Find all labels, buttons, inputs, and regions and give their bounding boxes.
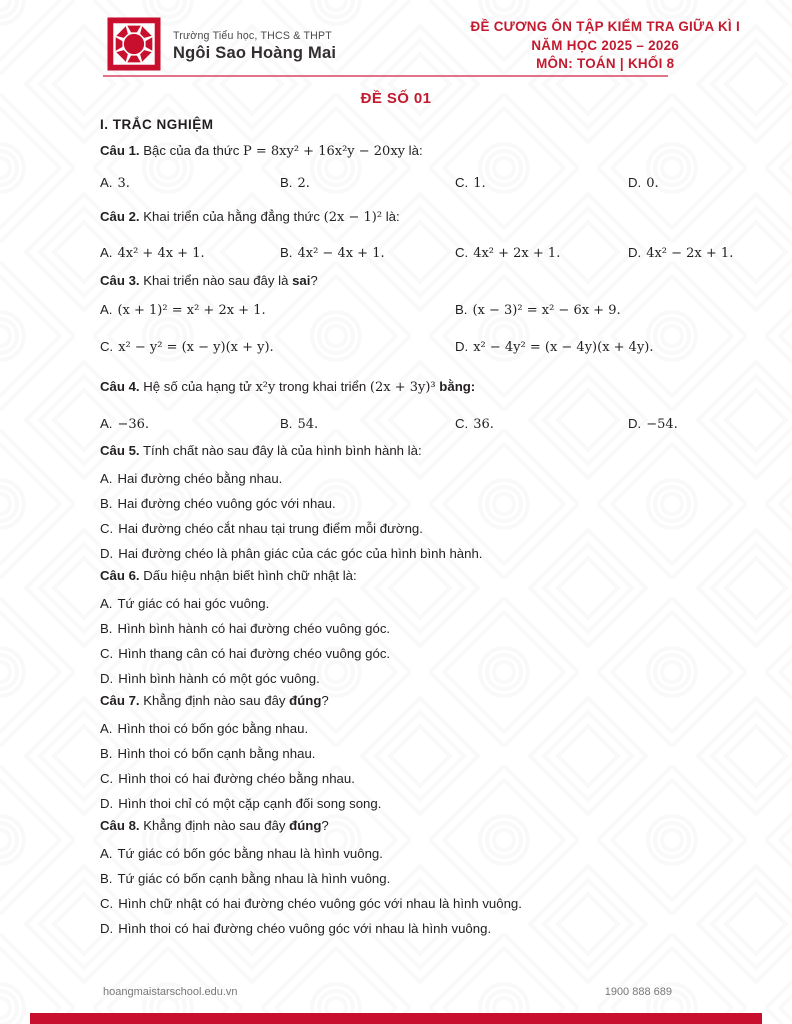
question-label: Câu 5. — [100, 443, 140, 458]
option-d — [628, 244, 734, 263]
school-type: Trường Tiểu học, THCS & THPT — [173, 29, 332, 42]
question-label: Câu 2. — [100, 209, 140, 224]
question-3-heading — [100, 271, 735, 291]
option-a — [100, 466, 692, 491]
option-letter: C. — [455, 245, 469, 260]
option-letter: A. — [100, 721, 113, 736]
option-letter: B. — [455, 302, 468, 317]
question-2-options — [100, 244, 734, 263]
option-b — [280, 415, 455, 434]
option-a — [100, 591, 692, 616]
question-text: ? — [321, 818, 329, 833]
option-letter: C. — [100, 896, 114, 911]
exam-info-block — [470, 17, 740, 74]
option-letter: A. — [100, 416, 113, 431]
school-text-block — [173, 26, 336, 63]
option-value: −36. — [117, 417, 150, 432]
option-value: 36. — [473, 417, 494, 432]
footer-website: hoangmaistarschool.edu.vn — [103, 986, 238, 998]
option-letter: D. — [100, 796, 114, 811]
option-c — [100, 338, 455, 357]
question-6-heading — [100, 566, 735, 586]
option-letter: C. — [100, 771, 114, 786]
option-a — [100, 415, 280, 434]
option-value: Tứ giác có bốn góc bằng nhau là hình vuông. — [117, 846, 383, 861]
option-value: 54. — [297, 417, 319, 432]
option-d — [100, 541, 692, 566]
question-text: Khẳng định nào sau đây — [139, 818, 290, 833]
option-value: Hình bình hành có một góc vuông. — [118, 671, 320, 686]
question-text: Khai triển nào sau đây là — [139, 273, 293, 288]
option-letter: D. — [100, 921, 114, 936]
option-value: Hình thoi có hai đường chéo bằng nhau. — [118, 771, 355, 786]
option-value: (x − 3)² = x² − 6x + 9. — [472, 303, 621, 318]
option-letter: B. — [100, 871, 113, 886]
option-value: Hình thoi chỉ có một cặp cạnh đối song song. — [118, 796, 382, 811]
question-text: ? — [321, 693, 329, 708]
math-expression: (2x + 3y)³ — [369, 380, 436, 395]
option-letter: D. — [628, 416, 642, 431]
option-value: 3. — [117, 176, 130, 191]
question-3-options — [100, 301, 692, 357]
option-value: Hình thoi có hai đường chéo vuông góc với nhau là hình vuông. — [118, 921, 492, 936]
option-value: Hai đường chéo vuông góc với nhau. — [117, 496, 336, 511]
question-1-heading — [100, 141, 735, 162]
option-a — [100, 716, 692, 741]
option-d — [100, 791, 692, 816]
option-c — [455, 244, 628, 263]
question-label: Câu 8. — [100, 818, 140, 833]
option-c — [455, 415, 628, 434]
option-letter: C. — [100, 339, 114, 354]
question-text: trong khai triển — [275, 379, 370, 394]
option-c — [455, 174, 628, 193]
bold-keyword: đúng — [289, 693, 322, 708]
question-text: Dấu hiệu nhận biết hình chữ nhật là: — [139, 568, 357, 583]
exam-title: ĐỀ CƯƠNG ÔN TẬP KIỂM TRA GIỮA KÌ I — [470, 19, 740, 34]
option-value: −54. — [646, 417, 678, 432]
option-letter: C. — [100, 521, 114, 536]
math-expression: (2x − 1)² — [323, 210, 383, 225]
question-8-heading — [100, 816, 735, 836]
option-b — [100, 741, 692, 766]
option-d — [628, 174, 692, 193]
option-a — [100, 841, 692, 866]
option-c — [100, 766, 692, 791]
option-value: (x + 1)² = x² + 2x + 1. — [117, 303, 266, 318]
option-value: Hình thoi có bốn góc bằng nhau. — [117, 721, 309, 736]
option-value: Tứ giác có hai góc vuông. — [117, 596, 270, 611]
question-text: Hệ số của hạng tử — [139, 379, 256, 394]
option-letter: A. — [100, 302, 113, 317]
option-letter: D. — [628, 245, 642, 260]
option-a — [100, 174, 280, 193]
option-value: Hai đường chéo là phân giác của các góc của hình bình hành. — [118, 546, 483, 561]
option-b — [280, 244, 455, 263]
question-label: Câu 3. — [100, 273, 140, 288]
option-value: 4x² + 2x + 1. — [473, 246, 561, 261]
question-text: là: — [405, 143, 423, 158]
question-label: Câu 6. — [100, 568, 140, 583]
question-text: Bậc của đa thức — [139, 143, 243, 158]
option-value: Tứ giác có bốn cạnh bằng nhau là hình vuông. — [117, 871, 391, 886]
option-d — [100, 666, 692, 691]
question-4-options — [100, 415, 692, 434]
option-letter: B. — [280, 175, 293, 190]
footer-phone: 1900 888 689 — [604, 986, 672, 998]
option-letter: A. — [100, 596, 113, 611]
option-letter: C. — [455, 416, 469, 431]
option-d — [100, 916, 692, 941]
math-expression: x²y — [255, 380, 276, 395]
option-letter: B. — [280, 416, 293, 431]
exam-number-title: ĐỀ SỐ 01 — [360, 90, 432, 107]
option-letter: B. — [100, 621, 113, 636]
option-a — [100, 301, 455, 320]
school-logo-icon — [107, 17, 161, 71]
bold-keyword: bằng: — [435, 379, 476, 394]
option-letter: D. — [455, 339, 469, 354]
math-expression: P = 8xy² + 16x²y − 20xy — [242, 144, 406, 159]
question-7-heading — [100, 691, 735, 711]
question-text: Khẳng định nào sau đây — [139, 693, 290, 708]
option-c — [100, 516, 692, 541]
school-name: Ngôi Sao Hoàng Mai — [173, 43, 337, 62]
option-letter: B. — [100, 746, 113, 761]
bold-keyword: đúng — [289, 818, 322, 833]
question-8-options — [100, 841, 692, 941]
question-label: Câu 1. — [100, 143, 140, 158]
exam-content — [100, 84, 735, 941]
option-c — [100, 891, 692, 916]
option-value: x² − 4y² = (x − 4y)(x + 4y). — [473, 340, 654, 355]
option-value: Hình bình hành có hai đường chéo vuông góc. — [117, 621, 391, 636]
question-text: Tính chất nào sau đây là của hình bình hành là: — [139, 443, 422, 458]
option-letter: D. — [100, 546, 114, 561]
question-4-heading — [100, 377, 735, 398]
option-value: 0. — [646, 176, 659, 191]
option-letter: A. — [100, 471, 113, 486]
question-label: Câu 7. — [100, 693, 140, 708]
option-d — [455, 338, 692, 357]
question-text: ? — [310, 273, 318, 288]
section-heading: I. TRẮC NGHIỆM — [100, 117, 214, 132]
option-b — [100, 491, 692, 516]
option-value: 1. — [473, 176, 486, 191]
page-footer — [103, 986, 672, 998]
school-brand — [107, 17, 336, 71]
option-value: Hai đường chéo cắt nhau tại trung điểm mỗi đường. — [118, 521, 423, 536]
option-value: Hình thang cân có hai đường chéo vuông góc. — [118, 646, 391, 661]
option-value: 4x² + 4x + 1. — [117, 246, 205, 261]
option-value: 4x² − 4x + 1. — [297, 246, 385, 261]
bold-keyword: sai — [292, 273, 311, 288]
option-b — [100, 866, 692, 891]
option-value: Hai đường chéo bằng nhau. — [117, 471, 283, 486]
bottom-red-bar — [30, 1013, 762, 1024]
question-2-heading — [100, 207, 735, 228]
option-letter: A. — [100, 846, 113, 861]
option-value: x² − y² = (x − y)(x + y). — [118, 340, 274, 355]
option-b — [100, 616, 692, 641]
option-b — [455, 301, 692, 320]
option-letter: A. — [100, 175, 113, 190]
option-value: 2. — [297, 176, 310, 191]
option-letter: B. — [280, 245, 293, 260]
question-5-heading — [100, 441, 735, 461]
question-1-options — [100, 174, 692, 193]
option-c — [100, 641, 692, 666]
option-letter: B. — [100, 496, 113, 511]
option-letter: C. — [455, 175, 469, 190]
question-5-options — [100, 466, 692, 566]
option-d — [628, 415, 692, 434]
option-letter: D. — [100, 671, 114, 686]
subject-line: MÔN: TOÁN | KHỐI 8 — [536, 56, 675, 71]
option-letter: C. — [100, 646, 114, 661]
school-year: NĂM HỌC 2025 – 2026 — [531, 37, 680, 53]
header-divider — [103, 75, 668, 77]
option-value: 4x² − 2x + 1. — [646, 246, 734, 261]
option-value: Hình chữ nhật có hai đường chéo vuông góc với nhau là hình vuông. — [118, 896, 522, 911]
option-a — [100, 244, 280, 263]
question-text: Khai triển của hằng đẳng thức — [139, 209, 324, 224]
question-text: là: — [382, 209, 400, 224]
page-header — [107, 17, 740, 74]
option-value: Hình thoi có bốn cạnh bằng nhau. — [117, 746, 316, 761]
option-letter: D. — [628, 175, 642, 190]
option-letter: A. — [100, 245, 113, 260]
question-7-options — [100, 716, 692, 816]
option-b — [280, 174, 455, 193]
question-label: Câu 4. — [100, 379, 140, 394]
question-6-options — [100, 591, 692, 691]
